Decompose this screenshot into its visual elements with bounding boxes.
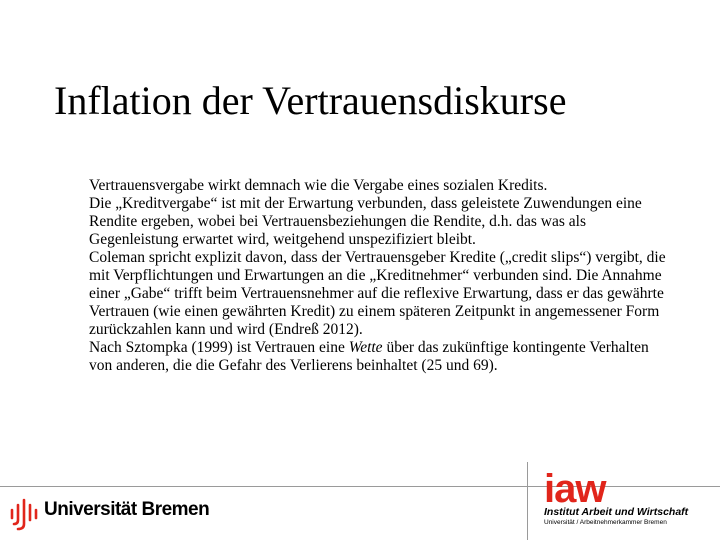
paragraph: Vertrauensvergabe wirkt demnach wie die Vergabe eines sozialen Kredits. [89, 177, 548, 194]
iaw-logo [544, 467, 714, 532]
emphasis-text: Wette [348, 339, 383, 356]
paragraph: Coleman spricht explizit davon, dass der Vertrauensgeber Kredite („credit slips“) vergibt, die mit Verpflichtungen und Erwartungen an die „Kreditnehmer“ verbunden sind. Die Annahme einer „Gabe“ trifft beim Vertrauensnehmer auf die reflexive Erwartung, dass er das gewährte Vertrauen (wie einen gewährten Kredit) zu einem späteren Zeitpunkt in angemessener Form zurückzahlen kann und wird (Endreß 2012). [89, 249, 666, 338]
paragraph: Nach Sztompka (1999) ist Vertrauen eine Wette über das zukünftige kontingente Verhalten von anderen, die die Gefahr des Verlierens beinhaltet (25 und 69). [89, 339, 649, 374]
iaw-subtitle: Universität / Arbeitnehmerkammer Bremen [544, 519, 667, 526]
slide-title: Inflation der Vertrauensdiskurse [54, 78, 567, 123]
university-logo-icon [8, 496, 40, 532]
slide-body [89, 177, 669, 375]
iaw-mark: iaw [544, 467, 606, 511]
iaw-name: Institut Arbeit und Wirtschaft [544, 506, 689, 518]
university-name: Universität Bremen [44, 499, 210, 520]
footer-vertical-divider [527, 462, 528, 540]
paragraph: Die „Kreditvergabe“ ist mit der Erwartung verbunden, dass geleistete Zuwendungen eine Rendite ergeben, wobei bei Vertrauensbeziehungen die Rendite, d.h. das was als Gegenleistung erwartet wird, weitgehend unspezifiziert bleibt. [89, 195, 642, 248]
